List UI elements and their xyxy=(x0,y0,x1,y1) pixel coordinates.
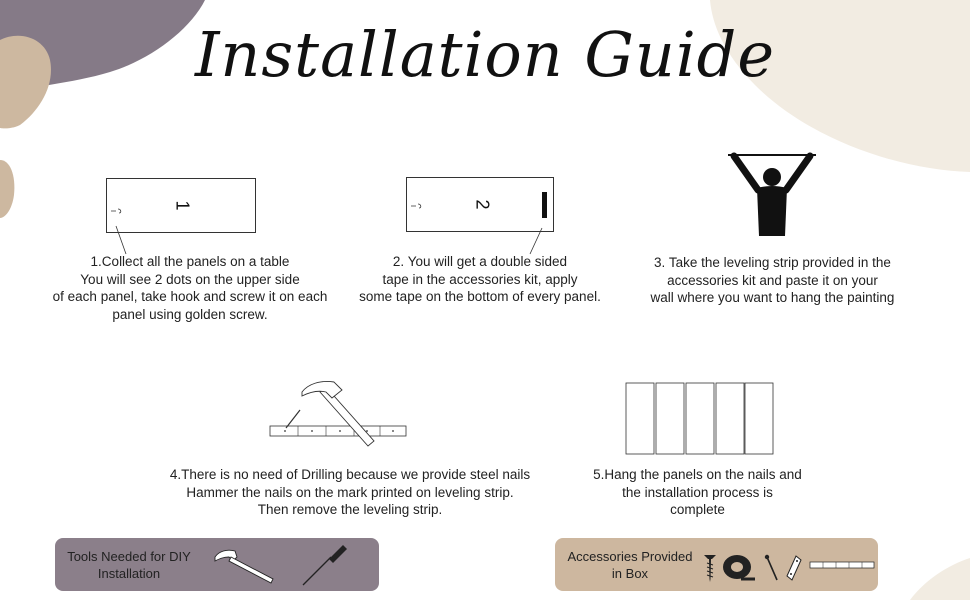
step-3-line: 3. Take the leveling strip provided in the xyxy=(654,255,891,270)
hammer-icon xyxy=(213,545,279,585)
tape-roll-icon xyxy=(721,553,757,581)
accessories-label-line: Accessories Provided xyxy=(567,549,693,564)
step-2-line: tape in the accessories kit, apply xyxy=(382,271,578,287)
page-title: Installation Guide xyxy=(194,18,776,91)
hook-icon xyxy=(784,554,804,582)
step-5-line: 5.Hang the panels on the nails and xyxy=(593,467,802,482)
leveling-strip-icon xyxy=(809,561,875,570)
step-2-line: some tape on the bottom of every panel. xyxy=(359,289,601,304)
step-2-line: 2. You will get a double sided xyxy=(392,254,568,269)
step-1-line: of each panel, take hook and screw it on each xyxy=(52,289,328,304)
pointer-line-1 xyxy=(114,224,134,256)
step-5-text xyxy=(575,466,820,519)
hung-panels-illustration xyxy=(624,382,776,456)
step-1-text xyxy=(40,253,340,323)
step-3-text xyxy=(630,254,915,307)
corner-decoration-bottom-right xyxy=(910,550,970,600)
pointer-line-2 xyxy=(526,226,546,256)
accessories-provided-box xyxy=(555,538,878,591)
tape-strip xyxy=(542,192,547,218)
tools-needed-box xyxy=(55,538,379,591)
step-5-line: complete xyxy=(670,502,725,517)
accessories-label-line: in Box xyxy=(611,566,649,581)
step-4-line: Then remove the leveling strip. xyxy=(257,502,443,517)
step-4-text xyxy=(150,466,550,519)
panel-number-2: 2 xyxy=(472,199,493,210)
screw-hook-icon xyxy=(110,207,124,215)
nail-icon xyxy=(764,554,780,582)
step-4-line: 4.There is no need of Drilling because we provide steel nails xyxy=(169,467,531,482)
tools-needed-label xyxy=(61,548,197,582)
panel-number-1: 1 xyxy=(172,200,193,211)
person-holding-strip-icon xyxy=(724,150,819,240)
tools-label-line: Installation xyxy=(97,566,161,581)
hammer-nail-strip-illustration xyxy=(268,378,410,450)
accessories-label xyxy=(560,548,700,582)
step-4-line: Hammer the nails on the mark printed on leveling strip. xyxy=(186,484,514,500)
tools-label-line: Tools Needed for DIY xyxy=(67,549,191,564)
screw-icon xyxy=(703,553,717,583)
step-3-line: accessories kit and paste it on your xyxy=(667,272,878,288)
step-3-line: wall where you want to hang the painting xyxy=(650,290,895,305)
step-1-line: You will see 2 dots on the upper side xyxy=(80,271,300,287)
screw-hook-icon xyxy=(410,202,424,210)
step-5-line: the installation process is xyxy=(622,484,773,500)
step-2-text xyxy=(345,253,615,306)
screwdriver-icon xyxy=(299,541,349,589)
step-1-line: panel using golden screw. xyxy=(112,306,268,322)
step-1-line: 1.Collect all the panels on a table xyxy=(90,254,290,269)
panel-illustration-2 xyxy=(406,177,554,232)
